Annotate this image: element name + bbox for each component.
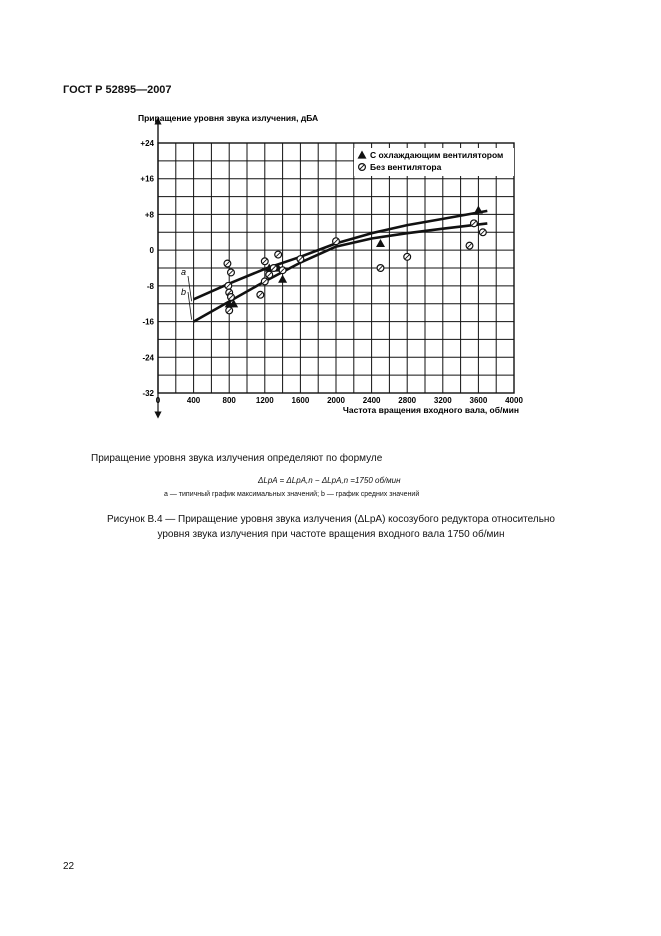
curve-a-label: a	[181, 267, 187, 277]
chart-points	[224, 205, 486, 313]
data-point-triangle	[376, 239, 385, 247]
x-tick-label: 2800	[398, 396, 417, 405]
y-tick-label: 0	[149, 246, 154, 256]
y-tick-label: +24	[140, 139, 154, 148]
x-axis-label: Частота вращения входного вала, об/мин	[342, 405, 519, 415]
data-point-triangle	[474, 205, 483, 213]
figure-chart	[0, 0, 661, 440]
y-axis-label: Приращение уровня звука излучения, дБА	[138, 113, 319, 123]
legend-label-fan: С охлаждающим вентилятором	[370, 150, 504, 160]
y-tick-label: -16	[142, 317, 154, 327]
x-tick-label: 4000	[505, 396, 523, 405]
chart-grid	[158, 143, 514, 393]
standard-header: ГОСТ Р 52895—2007	[63, 84, 172, 96]
x-tick-label: 1200	[255, 396, 274, 405]
x-tick-label: 0	[155, 396, 161, 405]
page-number: 22	[63, 861, 75, 872]
formula-intro-text: Приращение уровня звука излучения определяют по формуле	[91, 453, 383, 464]
y-tick-label: -8	[146, 281, 154, 291]
curve-legend-note: a — типичный график максимальных значений; b — график средних значений	[164, 491, 420, 498]
x-tick-label: 3200	[433, 396, 452, 405]
x-tick-label: 2000	[327, 396, 345, 405]
y-tick-label: -32	[142, 389, 154, 398]
chart-legend	[354, 148, 514, 176]
legend-label-nofan: Без вентилятора	[370, 162, 442, 172]
y-tick-label: +16	[140, 174, 154, 184]
y-tick-label: -24	[142, 353, 154, 363]
data-point-triangle	[278, 275, 287, 283]
curve-b-label: b	[181, 287, 187, 297]
x-tick-label: 3600	[469, 396, 488, 405]
x-tick-label: 400	[186, 396, 201, 405]
formula: ΔLpA = ΔLpA,n − ΔLpA,n =1750 об/мин	[258, 476, 401, 485]
figure-caption: Рисунок В.4 — Приращение уровня звука излучения (ΔLpA) косозубого редуктора относительно уровня звука излучения при частоте вращения входного вала 1750 об/мин	[107, 514, 555, 540]
y-tick-label: +8	[144, 210, 154, 220]
x-tick-label: 1600	[291, 396, 310, 405]
x-tick-label: 800	[222, 396, 236, 405]
x-tick-label: 2400	[362, 396, 381, 405]
